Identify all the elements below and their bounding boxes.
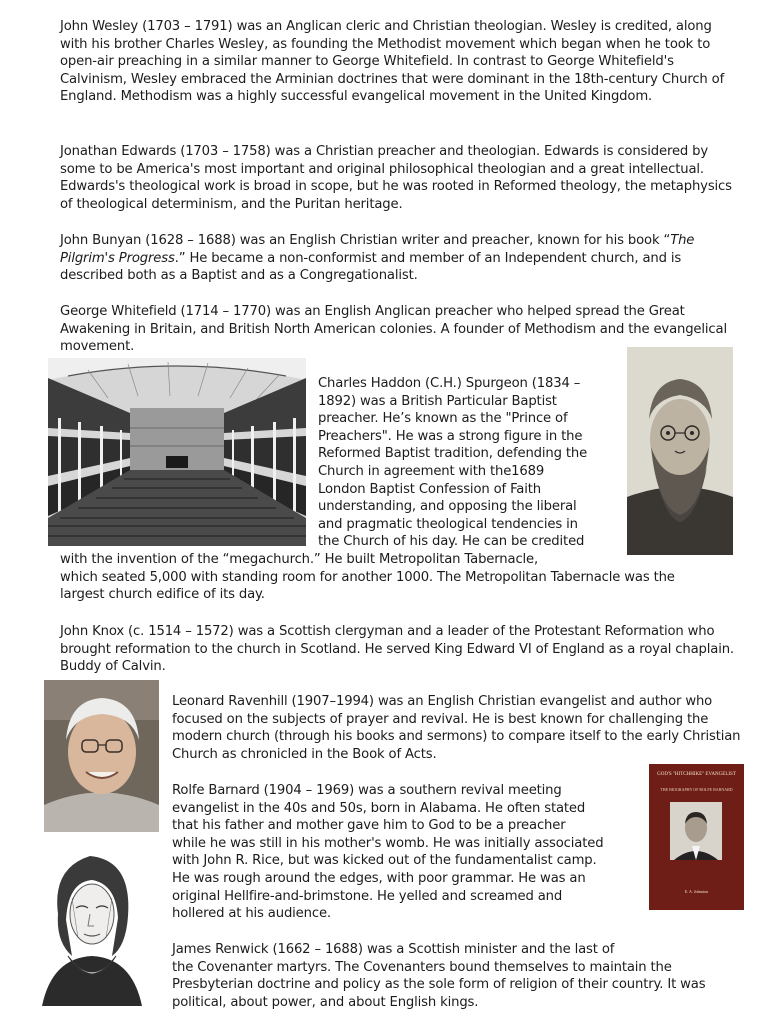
spurgeon-line: Preachers". He was a strong figure in the <box>318 428 583 444</box>
spurgeon-continued-line: largest church edifice of its day. <box>60 587 265 603</box>
paragraph-wesley: John Wesley (1703 – 1791) was an Anglican cleric and Christian theologian. Wesley is credited, along with his brother Charles Wesley, as founding the Methodist movement which began when he took to open-air preaching in a similar manner to George Whitefield. In contrast to George Whitefield's Calvinism, Wesley embraced the Arminian doctrines that were dominant in the 18th-century Church of England. Methodism was a highly successful evangelical movement in the United Kingdom. <box>60 19 725 105</box>
book-title-pilgrims-progress: The Pilgrim's Progress <box>60 233 695 266</box>
renwick-line: political, about power, and about English kings. <box>172 994 479 1010</box>
spurgeon-line: Charles Haddon (C.H.) Spurgeon (1834 – <box>318 376 581 391</box>
tabernacle-illustration <box>48 358 306 546</box>
barnard-line: with John R. Rice, but was kicked out of the fundamentalist camp. <box>172 853 597 869</box>
spurgeon-line: the Church of his day. He can be credited <box>318 534 585 550</box>
tabernacle-engraving-image <box>48 358 306 546</box>
bunyan-text-end: .” He became a non-conformist and member of an Independent church, and is described both as a Baptist and as a Congregationalist. <box>60 250 682 284</box>
barnard-line: original Hellfire-and-brimstone. He yelled and screamed and <box>172 888 563 904</box>
book-cover-title: GOD'S "HITCHHIKE" EVANGELIST <box>657 772 736 777</box>
paragraph-edwards: Jonathan Edwards (1703 – 1758) was a Christian preacher and theologian. Edwards is considered by some to be America's most important and original philosophical theologian and a great intellectual. Edwards's theological work is broad in scope, but he was rooted in Reformed theology, the metaphysics of theological determinism, and the Puritan heritage. <box>60 144 732 212</box>
spurgeon-line: preacher. He’s known as the "Prince of <box>318 411 568 427</box>
spurgeon-line: London Baptist Confession of Faith <box>318 481 541 497</box>
spurgeon-continued-line: with the invention of the “megachurch.” He built Metropolitan Tabernacle, <box>60 552 539 567</box>
spurgeon-line: Church in agreement with the1689 <box>318 463 545 479</box>
barnard-photo <box>670 802 722 860</box>
bunyan-text-start: John Bunyan (1628 – 1688) was an English Christian writer and preacher, known for his book “ <box>60 233 671 248</box>
renwick-line: the Covenanter martyrs. The Covenanters bound themselves to maintain the <box>172 959 672 975</box>
barnard-book-cover-image <box>649 764 744 910</box>
spurgeon-portrait-image <box>627 347 733 555</box>
renwick-portrait-image <box>32 838 152 1006</box>
paragraph-bunyan <box>60 232 732 285</box>
paragraph-whitefield: George Whitefield (1714 – 1770) was an English Anglican preacher who helped spread the Great Awakening in Britain, and British North American colonies. A founder of Methodism and the evangelical movement. <box>60 304 727 355</box>
renwick-line: Presbyterian doctrine and policy as the sole form of religion of their country. It was <box>172 977 706 993</box>
book-cover-subtitle: THE BIOGRAPHY OF ROLFE BARNARD <box>660 787 733 792</box>
barnard-line: that his father and mother gave him to God to be a preacher <box>172 818 566 834</box>
paragraph-barnard <box>172 782 647 923</box>
spurgeon-line: understanding, and opposing the liberal <box>318 499 577 515</box>
spurgeon-portrait <box>627 347 733 555</box>
paragraph-knox: John Knox (c. 1514 – 1572) was a Scottish clergyman and a leader of the Protestant Reformation who brought reformation to the church in Scotland. He served King Edward VI of England as a royal chaplain. Buddy of Calvin. <box>60 624 734 675</box>
ravenhill-portrait <box>44 680 159 832</box>
barnard-line: evangelist in the 40s and 50s, born in Alabama. He often stated <box>172 800 586 816</box>
paragraph-spurgeon <box>318 375 618 551</box>
barnard-line: hollered at his audience. <box>172 906 331 922</box>
spurgeon-continued-line: which seated 5,000 with standing room for another 1000. The Metropolitan Tabernacle was the <box>60 569 675 585</box>
renwick-portrait <box>32 838 152 1006</box>
barnard-line: while he was still in his mother's womb. He was initially associated <box>172 835 604 851</box>
spurgeon-line: and pragmatic theological tendencies in <box>318 516 578 532</box>
book-cover-author: E. A. Johnston <box>684 889 709 894</box>
paragraph-spurgeon-continued <box>60 551 740 604</box>
barnard-line: He was rough around the edges, with poor grammar. He was an <box>172 870 586 886</box>
paragraph-renwick <box>172 941 752 1011</box>
spurgeon-line: 1892) was a British Particular Baptist <box>318 393 557 409</box>
barnard-line: Rolfe Barnard (1904 – 1969) was a southern revival meeting <box>172 783 562 798</box>
renwick-line: James Renwick (1662 – 1688) was a Scottish minister and the last of <box>172 942 615 957</box>
spurgeon-line: Reformed Baptist tradition, defending the <box>318 446 588 462</box>
paragraph-ravenhill: Leonard Ravenhill (1907–1994) was an English Christian evangelist and author who focused on the subjects of prayer and revival. He is best known for challenging the modern church (through his books and sermons) to compare itself to the early Christian Church as chronicled in the Book of Acts. <box>172 694 741 762</box>
ravenhill-portrait-image <box>44 680 159 832</box>
